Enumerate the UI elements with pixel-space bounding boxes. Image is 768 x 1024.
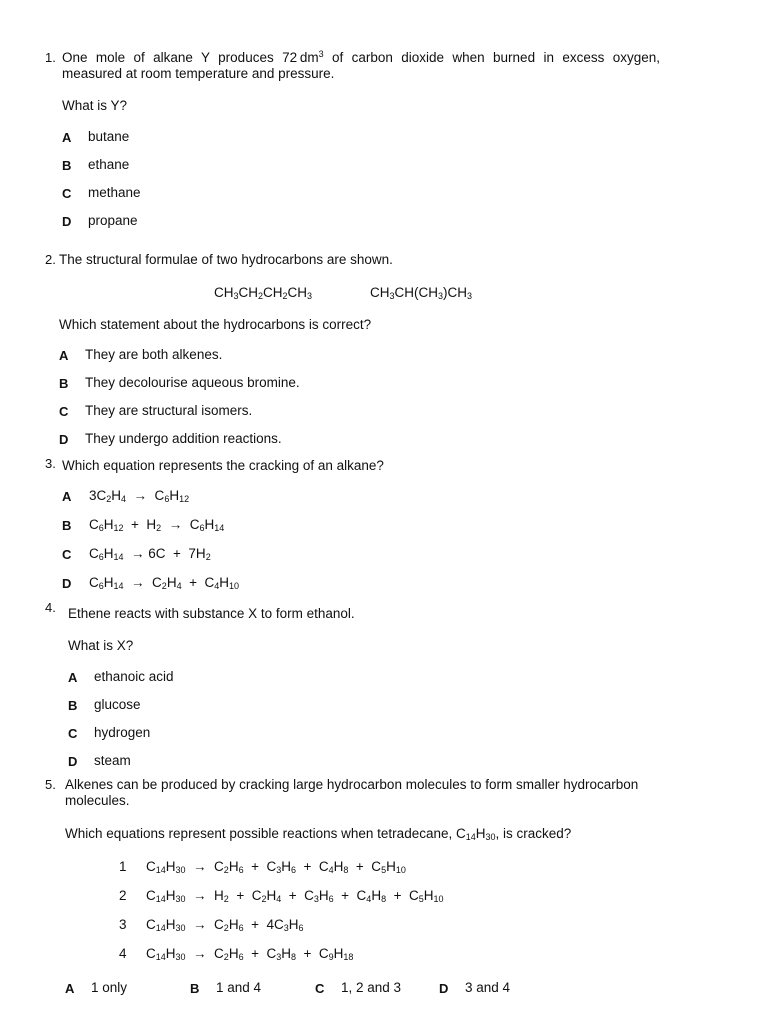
option-letter: B (68, 698, 78, 713)
option-letter: D (62, 214, 72, 229)
option-letter: A (68, 670, 78, 685)
structural-formula-butane: $CH_3CH_2CH_2CH_3$ (214, 285, 313, 301)
equation-number: 3 (119, 917, 127, 932)
option-letter: A (62, 489, 72, 504)
question-prompt: What is X? (68, 638, 134, 653)
question-number: 5. (45, 777, 56, 792)
option-text: butane (88, 129, 130, 144)
answer-text: 1 only (91, 980, 128, 995)
question-stem-line2: molecules. (65, 793, 130, 808)
option-text: glucose (94, 697, 141, 712)
equation: $C_6H_{12} + H_2 \to C_6H_{14}$ (89, 517, 225, 533)
formula-tetradecane: $C_{14}H_{30}$ (456, 826, 496, 842)
question-number: 3. (45, 456, 56, 471)
option-text: propane (88, 213, 138, 228)
answer-text: 3 and 4 (465, 980, 511, 995)
option-letter: B (62, 518, 72, 533)
question-stem-line1: Alkenes can be produced by cracking large hydrocarbon molecules to form smaller hydrocarbon (65, 777, 639, 792)
question-number: 2. (45, 252, 56, 267)
option-text: hydrogen (94, 725, 151, 740)
option-text: steam (94, 753, 131, 768)
equation-4: $C_{14}H_{30} \to C_2H_6 + C_3H_8 + C_9H_{18}$ (146, 946, 354, 962)
answer-letter: C (315, 981, 325, 996)
structural-formula-methylpropane: $CH_3CH(CH_3)CH_3$ (370, 285, 473, 301)
option-letter: C (68, 726, 78, 741)
option-letter: B (59, 376, 69, 391)
option-letter: A (59, 348, 69, 363)
equation-3: $C_{14}H_{30} \to C_2H_6 + 4C_3H_6$ (146, 917, 304, 933)
answer-text: 1, 2 and 3 (341, 980, 402, 995)
option-text: They decolourise aqueous bromine. (85, 375, 300, 390)
option-text: They are structural isomers. (85, 403, 253, 418)
option-letter: C (62, 547, 72, 562)
option-letter: A (62, 130, 72, 145)
option-text: They are both alkenes. (85, 347, 223, 362)
option-letter: C (62, 186, 72, 201)
equation-number: 2 (119, 888, 127, 903)
equation-number: 4 (119, 946, 127, 961)
question-number: 1. (45, 50, 56, 65)
question-stem: Ethene reacts with substance X to form ethanol. (68, 606, 355, 621)
question-prompt: Which statement about the hydrocarbons is correct? (59, 317, 372, 332)
question-stem-line2: measured at room temperature and pressure. (62, 66, 335, 81)
equation-number: 1 (119, 859, 127, 874)
option-text: They undergo addition reactions. (85, 431, 282, 446)
question-stem-line1: One mole of alkane Y produces 72 $dm^3$ of carbon dioxide when burned in excess oxygen, (62, 49, 660, 65)
answer-letter: B (190, 981, 200, 996)
question-stem: Which equation represents the cracking of an alkane? (62, 458, 384, 473)
question-stem: The structural formulae of two hydrocarbons are shown. (59, 252, 393, 267)
option-letter: D (62, 576, 72, 591)
option-text: ethane (88, 157, 130, 172)
equation-1: $C_{14}H_{30} \to C_2H_6 + C_3H_6 + C_4H_8 + C_5H_{10}$ (146, 859, 406, 875)
equation-2: $C_{14}H_{30} \to H_2 + C_2H_4 + C_3H_6 + C_4H_8 + C_5H_{10}$ (146, 888, 444, 904)
option-letter: D (68, 754, 78, 769)
equation: $C_6H_{14} \to C_2H_4 + C_4H_{10}$ (89, 575, 239, 591)
option-letter: B (62, 158, 72, 173)
option-letter: C (59, 404, 69, 419)
answer-letter: A (65, 981, 75, 996)
question-number: 4. (45, 600, 56, 615)
option-letter: D (59, 432, 69, 447)
answer-text: 1 and 4 (216, 980, 262, 995)
question-prompt: Which equations represent possible reactions when tetradecane, $C_{14}H_{30}$, is cracked? (65, 826, 572, 842)
option-text: ethanoic acid (94, 669, 174, 684)
question-prompt: What is Y? (62, 98, 128, 113)
answer-letter: D (439, 981, 449, 996)
equation: $3C_2H_4 \to C_6H_{12}$ (89, 488, 190, 504)
equation: $C_6H_{14} \to 6C + 7H_2$ (89, 546, 211, 562)
option-text: methane (88, 185, 141, 200)
